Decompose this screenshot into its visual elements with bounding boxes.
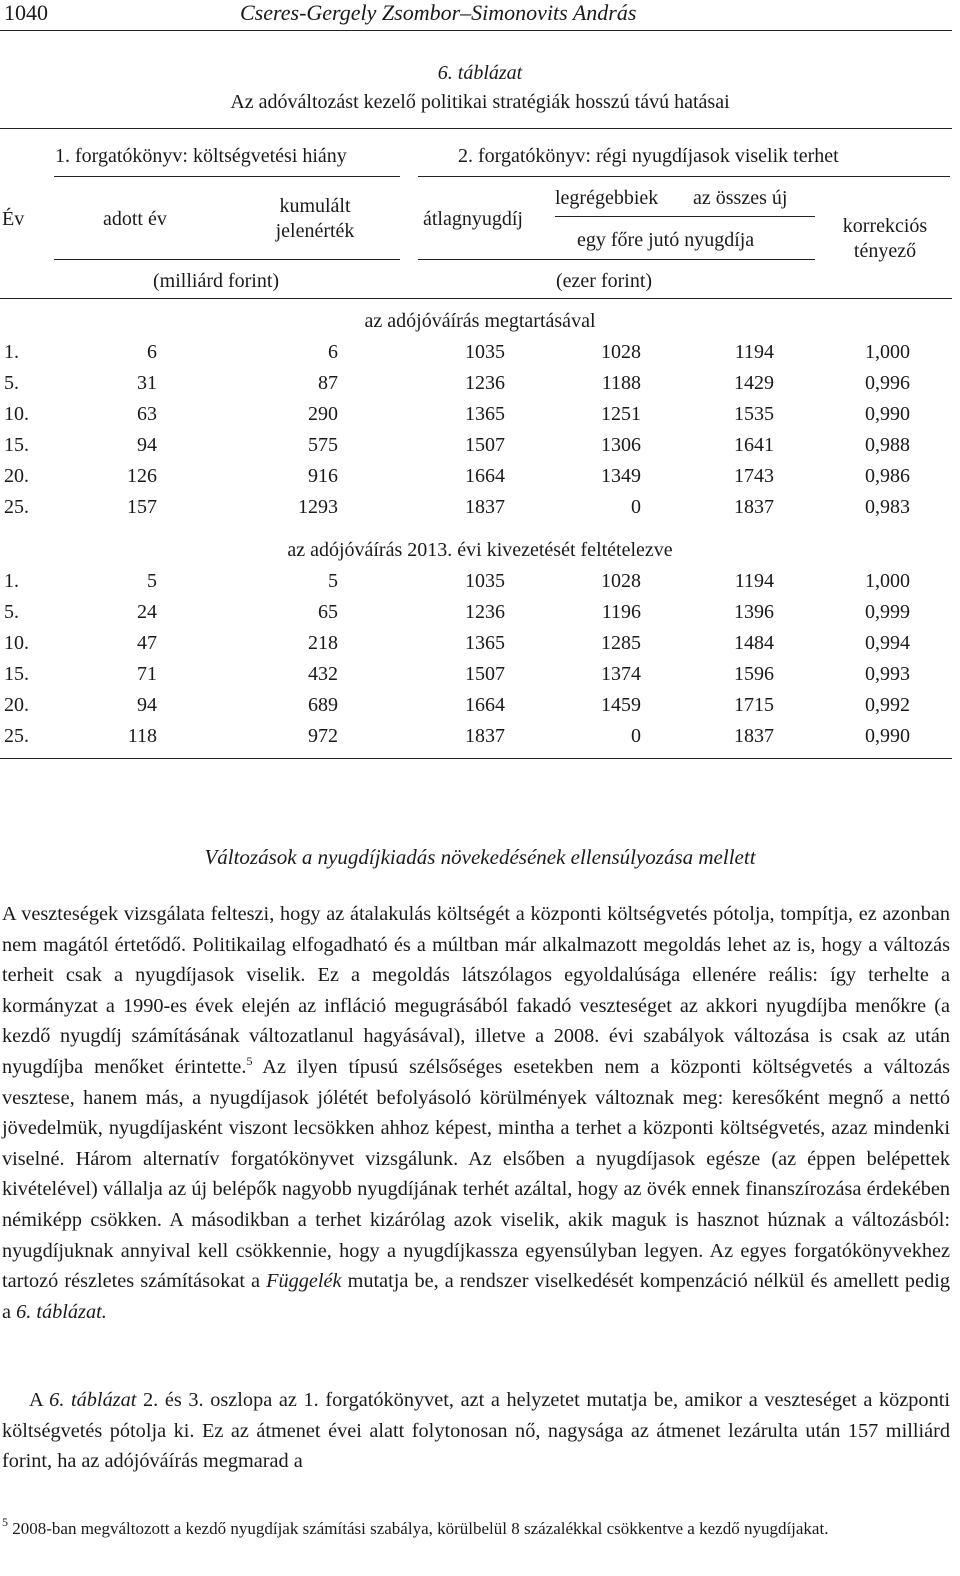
year-cell: 10. [4,632,29,654]
given-year-cell: 63 [137,403,157,425]
all-new-pension-cell: 1641 [734,434,774,456]
avg-pension-cell: 1365 [465,632,505,654]
oldest-pension-cell: 1028 [601,570,641,592]
avg-pension-cell: 1507 [465,663,505,685]
correction-cell: 1,000 [865,570,910,592]
correction-cell: 0,990 [865,725,910,747]
cumulated-cell: 65 [318,601,338,623]
body-paragraph-1 [2,899,950,1327]
header-bottom-rule [0,298,952,299]
col-given-header: adott év [103,208,167,230]
table-top-rule [0,128,952,129]
table-row [0,570,960,598]
year-cell: 15. [4,434,29,456]
table-row [0,434,960,462]
year-cell: 25. [4,496,29,518]
given-year-cell: 94 [137,694,157,716]
scenario1-heading: 1. forgatókönyv: költségvetési hiány [55,145,347,167]
given-year-cell: 118 [127,725,157,747]
scenario2-heading: 2. forgatókönyv: régi nyugdíjasok viselik terhet [458,145,839,167]
section2-label: az adójóváírás 2013. évi kivezetését feltételezve [287,539,673,561]
footnote-ref[interactable]: 5 [246,1053,253,1068]
table-row [0,663,960,691]
col-cumulated-header-1: kumulált [279,195,351,217]
cumulated-cell: 916 [308,465,338,487]
cumulated-cell: 218 [308,632,338,654]
all-new-pension-cell: 1396 [734,601,774,623]
year-cell: 20. [4,465,29,487]
para2-text-a: A [29,1389,50,1411]
correction-cell: 0,988 [865,434,910,456]
cumulated-cell: 87 [318,372,338,394]
para1-text-b: Az ilyen típusú szélsőséges esetekben nem a központi költségvetés a változás vesztese, hanem más, a nyugdíjasok jólétét befolyásoló körülmények változnak meg: keresőként megnő a nettó jövedelmük, nyugdíjasként viszont lecsökken ahhoz képest, mintha a terhet a központi költségvetés, azaz mindenki viselné. Három alternatív forgatókönyvet vizsgálunk. Az elsőben a nyugdíjasok egésze (az éppen belépettek kivételével) vállalja az új belépők nagyobb nyugdíjának terhét azáltal, hogy az övék ennek finanszírozása érdekében némiképp csökken. A másodikban a terhet kizárólag azok viselik, akik maguk is hasznot húznak a változásból: nyugdíjuknak annyival kell csökkennie, hogy a nyugdíjkassza egyensúlyban legyen. Az egyes forgatókönyvekhez tartozó részletes számításokat a [2,1055,950,1293]
all-new-pension-cell: 1194 [734,341,774,363]
col-year-header: Év [2,208,25,230]
para2-italic-table: 6. táblázat [49,1389,137,1411]
all-new-pension-cell: 1743 [734,465,774,487]
unit-billion: (milliárd forint) [153,270,280,292]
col-allnew-header: az összes új [693,187,788,209]
para1-italic-appendix: Függelék [266,1270,342,1293]
cumulated-cell: 432 [308,663,338,685]
given-year-cell: 24 [137,601,157,623]
table-row [0,465,960,493]
oldest-pension-cell: 1349 [601,465,641,487]
avg-pension-cell: 1837 [465,725,505,747]
avg-pension-cell: 1837 [465,496,505,518]
col-oldest-header: legrégebbiek [555,187,659,209]
correction-cell: 0,994 [865,632,910,654]
oldest-pension-cell: 1251 [601,403,641,425]
correction-cell: 0,986 [865,465,910,487]
running-title: Cseres-Gergely Zsombor–Simonovits András [240,0,637,25]
footnote [2,1516,950,1542]
avg-pension-cell: 1507 [465,434,505,456]
scenario1-rule [54,176,400,177]
table-row [0,372,960,400]
oldest-pension-cell: 1196 [601,601,641,623]
correction-cell: 0,999 [865,601,910,623]
para2-text-b: 2. és 3. oszlopa az 1. forgatókönyvet, azt a helyzetet mutatja be, amikor a veszteséget a központi költségvetés pótolja ki. Ez az átmenet évei alatt folytonosan nő, nagysága az átmenet lezárulta után 157 milliárd forint, ha az adójóváírás megmarad a [2,1389,950,1473]
avg-pension-cell: 1236 [465,372,505,394]
all-new-pension-cell: 1715 [734,694,774,716]
avg-pension-cell: 1664 [465,465,505,487]
cumulated-cell: 575 [308,434,338,456]
all-new-pension-cell: 1484 [734,632,774,654]
all-new-pension-cell: 1837 [734,725,774,747]
cumulated-cell: 5 [328,570,338,592]
cumulated-cell: 6 [328,341,338,363]
para1-italic-table: 6. táblázat. [16,1300,107,1323]
oldest-pension-cell: 0 [631,496,641,518]
given-year-cell: 126 [127,465,157,487]
header-rule [0,30,952,31]
correction-cell: 0,996 [865,372,910,394]
table-bottom-rule [0,758,952,759]
cumulated-cell: 689 [308,694,338,716]
col-correction-header-2: tényező [853,240,917,262]
year-cell: 20. [4,694,29,716]
unit-thousand: (ezer forint) [556,270,653,292]
col-correction-header-1: korrekciós [842,215,928,237]
oldest-pension-cell: 1028 [601,341,641,363]
footnote-number: 5 [2,1515,8,1529]
unit-rule-right [418,259,815,260]
avg-pension-cell: 1035 [465,341,505,363]
oldest-pension-cell: 1459 [601,694,641,716]
given-year-cell: 157 [127,496,157,518]
table-title: Az adóváltozást kezelő politikai stratégiák hosszú távú hatásai [230,91,730,113]
para1-text-c: mutatja be, a rendszer viselkedését kompenzáció nélkül és amellett pedig a [2,1270,950,1323]
all-new-pension-cell: 1535 [734,403,774,425]
year-cell: 10. [4,403,29,425]
oldest-pension-cell: 1306 [601,434,641,456]
table-row [0,601,960,629]
correction-cell: 0,992 [865,694,910,716]
given-year-cell: 94 [137,434,157,456]
cumulated-cell: 972 [308,725,338,747]
given-year-cell: 71 [137,663,157,685]
oldest-pension-cell: 0 [631,725,641,747]
given-year-cell: 5 [147,570,157,592]
year-cell: 5. [4,372,19,394]
correction-cell: 0,983 [865,496,910,518]
given-year-cell: 31 [137,372,157,394]
table-label: 6. táblázat [437,62,523,84]
year-cell: 5. [4,601,19,623]
correction-cell: 1,000 [865,341,910,363]
footnote-text: 2008-ban megváltozott a kezdő nyugdíjak számítási szabálya, körülbelül 8 százalékkal csökkentve a kezdő nyugdíjakat. [12,1519,829,1538]
table-row [0,403,960,431]
table-row [0,694,960,722]
section1-label: az adójóváírás megtartásával [364,310,596,332]
section-heading: Változások a nyugdíjkiadás növekedésének ellensúlyozása mellett [204,845,756,869]
all-new-pension-cell: 1596 [734,663,774,685]
year-cell: 1. [4,341,19,363]
year-cell: 1. [4,570,19,592]
para1-text-a: A veszteségek vizsgálata felteszi, hogy az átalakulás költségét a központi költségvetés pótolja, tompítja, ez azonban nem magától értetődő. Politikailag elfogadható és a múltban már alkalmazott megoldás lehet az is, hogy a változás terheit csak a nyugdíjasok viselik. Ez a megoldás látszólagos egyoldalúsága ellenére reális: így terhelte a kormányzat a 1990-es évek elején az infláció megugrásából fakadó veszteséget az akkori nyugdíjba menőkre (a kezdő nyugdíj számításának változatlanul hagyásával), illetve a 2008. évi szabályok változása is csak az után nyugdíjba menőket érintette. [2,903,950,1078]
avg-pension-cell: 1664 [465,694,505,716]
all-new-pension-cell: 1429 [734,372,774,394]
body-paragraph-2 [2,1385,950,1477]
given-year-cell: 47 [137,632,157,654]
given-year-cell: 6 [147,341,157,363]
table-row [0,725,960,753]
avg-pension-cell: 1035 [465,570,505,592]
correction-cell: 0,990 [865,403,910,425]
col-cumulated-header-2: jelenérték [275,220,355,242]
year-cell: 15. [4,663,29,685]
col-percap-header: egy főre jutó nyugdíja [577,229,755,251]
correction-cell: 0,993 [865,663,910,685]
table-row [0,341,960,369]
pension-subheader-rule [555,216,815,217]
cumulated-cell: 290 [308,403,338,425]
unit-rule-left [54,259,400,260]
all-new-pension-cell: 1194 [734,570,774,592]
avg-pension-cell: 1365 [465,403,505,425]
year-cell: 25. [4,725,29,747]
col-avg-pension-header: átlagnyugdíj [423,208,523,230]
cumulated-cell: 1293 [298,496,338,518]
scenario2-rule [418,176,950,177]
table-row [0,496,960,524]
avg-pension-cell: 1236 [465,601,505,623]
page-number: 1040 [4,0,48,25]
all-new-pension-cell: 1837 [734,496,774,518]
oldest-pension-cell: 1188 [601,372,641,394]
oldest-pension-cell: 1374 [601,663,641,685]
oldest-pension-cell: 1285 [601,632,641,654]
table-row [0,632,960,660]
